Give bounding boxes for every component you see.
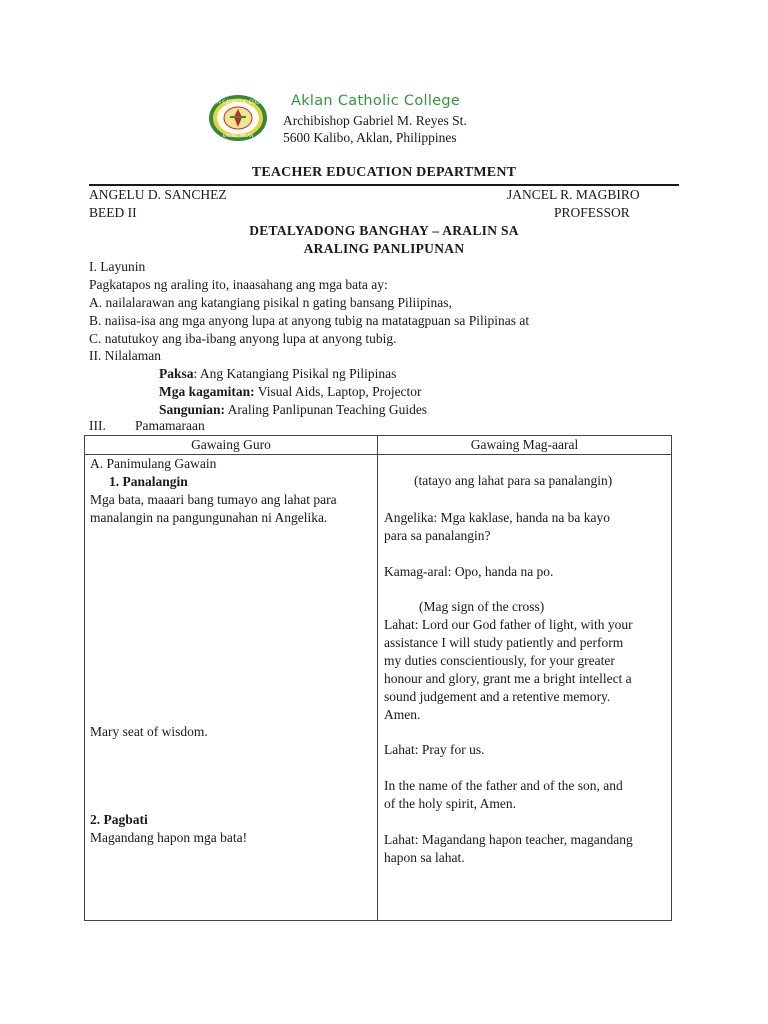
angelika-line: Angelika: Mga kaklase, handa na ba kayo: [384, 510, 611, 525]
lesson-procedure-table: [84, 435, 672, 921]
student-greeting-line: hapon sa lahat.: [384, 850, 465, 865]
header-divider: [89, 184, 679, 186]
teacher-activity-cell: [85, 455, 378, 921]
seal-bottom-text: KALIBO, AKLAN: [222, 133, 254, 138]
student-activity-cell: [378, 455, 672, 921]
objectives-intro: Pagkatapos ng araling ito, inaasahang ang mga bata ay:: [89, 277, 388, 292]
teacher-mary-line: Mary seat of wisdom.: [90, 724, 208, 739]
student-greeting-line: Lahat: Magandang hapon teacher, magandang: [384, 832, 633, 847]
student-prayer-line: Amen.: [384, 707, 421, 722]
subject-line: [159, 366, 396, 382]
student-course: BEED II: [89, 205, 137, 220]
section-a-heading: A. Panimulang Gawain: [90, 456, 217, 471]
address-line-1: Archibishop Gabriel M. Reyes St.: [283, 113, 467, 128]
professor-name: JANCEL R. MAGBIRO: [507, 187, 640, 202]
prayer-heading: 1. Panalangin: [109, 474, 188, 489]
subject-value: : Ang Katangiang Pisikal ng Pilipinas: [193, 366, 397, 381]
lesson-title-line-2: ARALING PANLIPUNAN: [303, 241, 465, 256]
content-heading: II. Nilalaman: [89, 348, 161, 363]
pray-for-us-line: Lahat: Pray for us.: [384, 742, 485, 757]
objectives-heading: I. Layunin: [89, 259, 146, 274]
objective-item: C. natutukoy ang iba-ibang anyong lupa at anyong tubig.: [89, 331, 397, 346]
address-line-2: 5600 Kalibo, Aklan, Philippines: [283, 130, 457, 145]
angelika-line: para sa panalangin?: [384, 528, 491, 543]
teacher-prayer-line: Mga bata, maaari bang tumayo ang lahat para: [90, 492, 337, 507]
student-stand-line: (tatayo ang lahat para sa panalangin): [414, 473, 613, 488]
professor-title: PROFESSOR: [554, 205, 630, 220]
greeting-heading: 2. Pagbati: [90, 812, 148, 827]
student-prayer-line: assistance I will study patiently and perform: [384, 635, 624, 650]
source-label: Sangunian:: [159, 402, 226, 417]
student-column-header: Gawaing Mag-aaral: [378, 436, 672, 455]
student-prayer-line: honour and glory, grant me a bright intellect a: [384, 671, 632, 686]
seal-text: AKLAN CATHOLIC COLLEGE: [203, 99, 273, 106]
teacher-column-header: Gawaing Guro: [85, 436, 378, 455]
lesson-title-line-1: DETALYADONG BANGHAY – ARALIN SA: [249, 223, 519, 238]
in-the-name-line: In the name of the father and of the son, and: [384, 778, 623, 793]
procedure-number: III.: [89, 418, 106, 433]
materials-value: Visual Aids, Laptop, Projector: [254, 384, 422, 399]
source-line: [159, 402, 427, 418]
materials-line: [159, 384, 422, 400]
source-value: Araling Panlipunan Teaching Guides: [225, 402, 428, 417]
student-prayer-line: Lahat: Lord our God father of light, with your: [384, 617, 633, 632]
college-name: Aklan Catholic College: [291, 93, 461, 109]
teacher-prayer-line: manalangin na pangungunahan ni Angelika.: [90, 510, 328, 525]
objective-item: A. nailalarawan ang katangiang pisikal n gating bansang Piliipinas,: [89, 295, 452, 310]
classmate-line: Kamag-aral: Opo, handa na po.: [384, 564, 554, 579]
table-header-row: [85, 436, 672, 455]
teacher-greeting-line: Magandang hapon mga bata!: [90, 830, 248, 845]
materials-label: Mga kagamitan:: [159, 384, 255, 399]
objective-item: B. naiisa-isa ang mga anyong lupa at anyong tubig na matatagpuan sa Pilipinas at: [89, 313, 530, 328]
college-seal-icon: [203, 94, 273, 142]
subject-label: Paksa: [159, 366, 194, 381]
procedure-heading: Pamamaraan: [135, 418, 205, 433]
table-row: [85, 455, 672, 921]
sign-of-cross-line: (Mag sign of the cross): [419, 599, 545, 614]
student-prayer-line: sound judgement and a retentive memory.: [384, 689, 611, 704]
student-prayer-line: my duties conscientiously, for your greater: [384, 653, 615, 668]
in-the-name-line: of the holy spirit, Amen.: [384, 796, 516, 811]
student-name: ANGELU D. SANCHEZ: [89, 187, 227, 202]
department-title: TEACHER EDUCATION DEPARTMENT: [251, 165, 517, 180]
